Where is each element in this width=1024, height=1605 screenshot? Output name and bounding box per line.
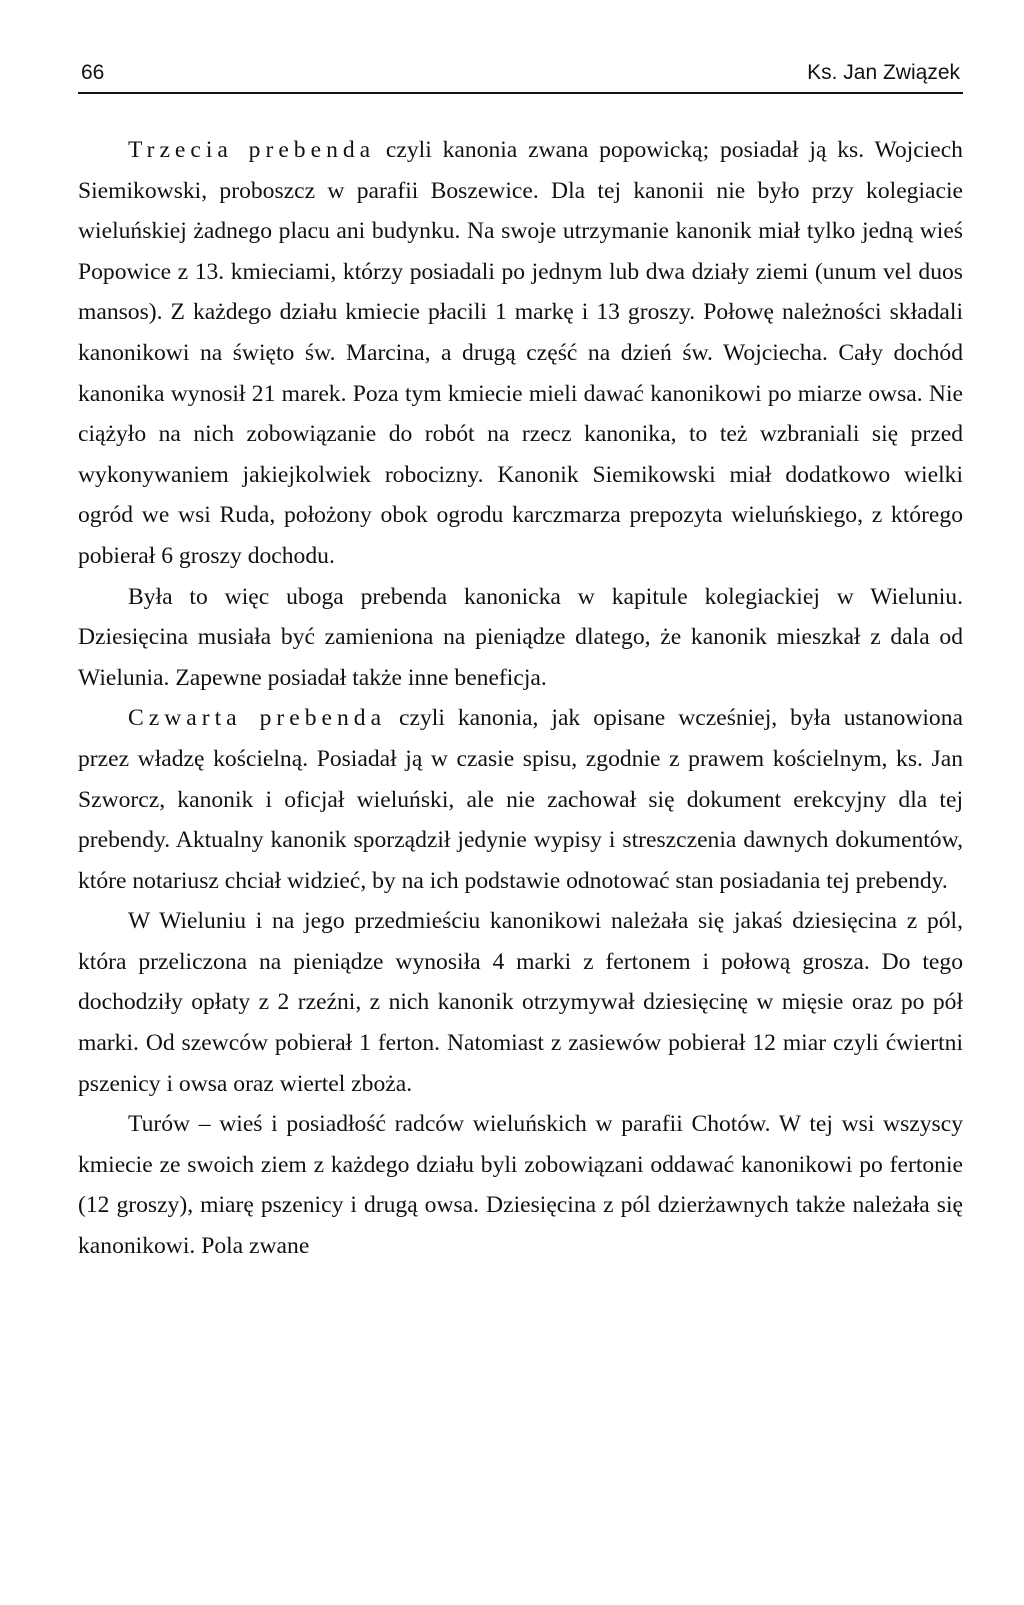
running-header (78, 60, 963, 94)
paragraph-fourth-prebend (78, 698, 963, 901)
paragraph-text: Była to więc uboga prebenda kanonicka w kapitule kolegiackiej w Wieluniu. Dziesięcina musiała być zamieniona na pieniądze dlatego, że kanonik mieszkał z dala od Wielunia. Zapewne posiadał także inne beneficja. (78, 583, 963, 691)
paragraph-turow (78, 1104, 963, 1266)
paragraph-text: czyli kanonia, jak opisane wcześniej, była ustanowiona przez władzę kościelną. Posiadał ją w czasie spisu, zgodnie z prawem kościelnym, ks. Jan Szworcz, kanonik i oficjał wieluński, ale nie zachował się dokument erekcyjny dla tej prebendy. Aktualny kanonik sporządził jedynie wypisy i streszczenia dawnych dokumentów, które notariusz chciał widzieć, by na ich podstawie odnotować stan posiadania tej prebendy. (78, 705, 963, 894)
spaced-heading-third-prebend: Trzecia prebenda (128, 137, 376, 163)
spaced-heading-fourth-prebend: Czwarta prebenda (128, 705, 387, 732)
page-number: 66 (81, 61, 105, 84)
running-title: Ks. Jan Związek (807, 61, 960, 84)
paragraph-poor-prebend (78, 577, 963, 699)
paragraph-wielun-tithe (78, 901, 963, 1104)
paragraph-text: czyli kanonia zwana popowicką; posiadał ją ks. Wojciech Siemikowski, proboszcz w parafii Boszewice. Dla tej kanonii nie było przy kolegiacie wieluńskiej żadnego placu ani budynku. Na swoje utrzymanie kanonik miał tylko jedną wieś Popowice z 13. kmieciami, którzy posiadali po jednym lub dwa działy ziemi (unum vel duos mansos). Z każdego działu kmiecie płacili 1 markę i 13 groszy. Połowę należności składali kanonikowi na święto św. Marcina, a drugą część na dzień św. Wojciecha. Cały dochód kanonika wynosił 21 marek. Poza tym kmiecie mieli dawać kanonikowi po miarze owsa. Nie ciążyło na nich zobowiązanie do robót na rzecz kanonika, to też wzbraniali się przed wykonywaniem jakiejkolwiek robocizny. Kanonik Siemikowski miał dodatkowo wielki ogród we wsi Ruda, położony obok ogrodu karczmarza prepozyta wieluńskiego, z którego pobierał 6 groszy dochodu. (78, 137, 963, 569)
book-page (78, 60, 963, 1267)
body-text (78, 130, 963, 1267)
paragraph-text: W Wieluniu i na jego przedmieściu kanonikowi należała się jakaś dziesięcina z pól, która przeliczona na pieniądze wynosiła 4 marki z fertonem i połową grosza. Do tego dochodziły opłaty z 2 rzeźni, z nich kanonik otrzymywał dziesięcinę w mięsie oraz po pół marki. Od szewców pobierał 1 ferton. Natomiast z zasiewów pobierał 12 miar czyli ćwiertni pszenicy i owsa oraz wiertel zboża. (78, 908, 963, 1097)
paragraph-third-prebend (78, 130, 963, 577)
paragraph-text: Turów – wieś i posiadłość radców wieluńskich w parafii Chotów. W tej wsi wszyscy kmiecie ze swoich ziem z każdego działu byli zobowiązani oddawać kanonikowi po fertonie (12 groszy), miarę pszenicy i drugą owsa. Dziesięcina z pól dzierżawnych także należała się kanonikowi. Pola zwane (78, 1111, 963, 1260)
